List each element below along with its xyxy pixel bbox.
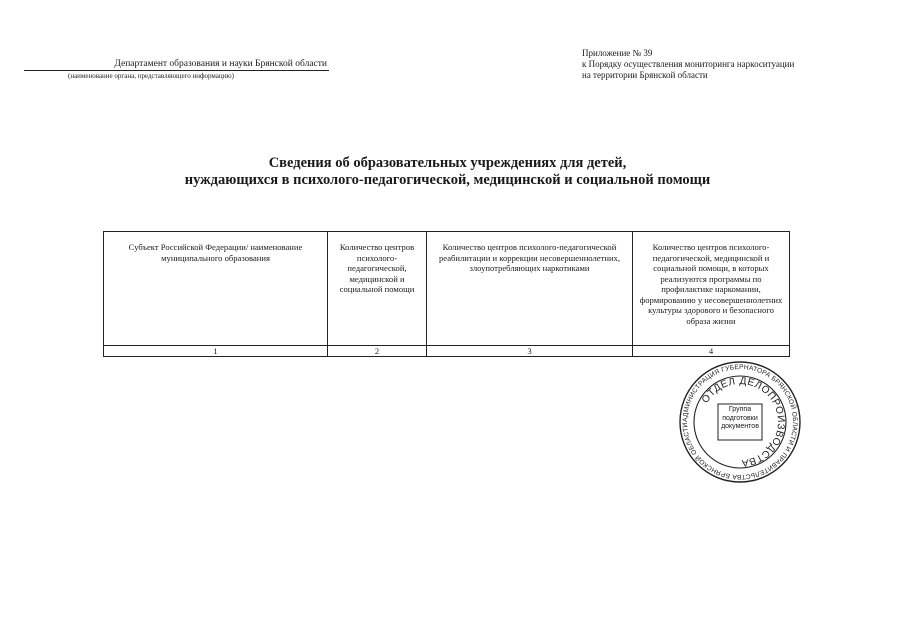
header-cell-prevention-centers: Количество центров психолого-педагогической, медицинской и социальной помощи, в которых реализуются программы по профилактике наркомании, формированию у несовершеннолетних культуры здорового и безопасного образа жизни (633, 232, 790, 346)
header-cell-centers-count: Количество центров психолого-педагогической, медицинской и социальной помощи (328, 232, 427, 346)
appendix-reference (582, 48, 794, 81)
title-line-2: нуждающихся в психолого-педагогической, медицинской и социальной помощи (184, 172, 711, 188)
header-cell-rehab-centers: Количество центров психолого-педагогической реабилитации и коррекции несовершеннолетних, злоупотребляющих наркотиками (427, 232, 633, 346)
organization-name: Департамент образования и науки Брянской области (24, 58, 329, 71)
stamp-ring-text: АДМИНИСТРАЦИЯ ГУБЕРНАТОРА БРЯНСКОЙ ОБЛАСТИ И ПРАВИТЕЛЬСТВА БРЯНСКОЙ ОБЛАСТИ (681, 363, 799, 481)
organization-caption: (наименование органа, представляющего информацию) (68, 72, 234, 80)
column-number: 4 (633, 346, 790, 357)
table-number-row (104, 346, 790, 357)
appendix-territory: на территории Брянской области (582, 70, 708, 80)
column-number: 3 (427, 346, 633, 357)
column-number: 2 (328, 346, 427, 357)
stamp-inner-label (718, 406, 762, 432)
organization-block (24, 58, 329, 81)
official-stamp (678, 360, 802, 484)
stamp-inner-line: документов (721, 423, 759, 430)
data-table (103, 231, 790, 357)
appendix-procedure: к Порядку осуществления мониторинга наркоситуации (582, 59, 795, 69)
title-line-1: Сведения об образовательных учреждениях для детей, (268, 155, 627, 171)
stamp-inner-line: Группа (728, 406, 752, 413)
table-header-row (104, 232, 790, 346)
document-title (100, 155, 795, 189)
appendix-number: Приложение № 39 (582, 48, 653, 58)
stamp-inner-line: подготовки (722, 414, 758, 422)
column-number: 1 (104, 346, 328, 357)
header-cell-subject: Субъект Российской Федерации/ наименование муниципального образования (104, 232, 328, 346)
stamp-department-text: ОТДЕЛ ДЕЛОПРОИЗВОДСТВА (699, 375, 787, 469)
